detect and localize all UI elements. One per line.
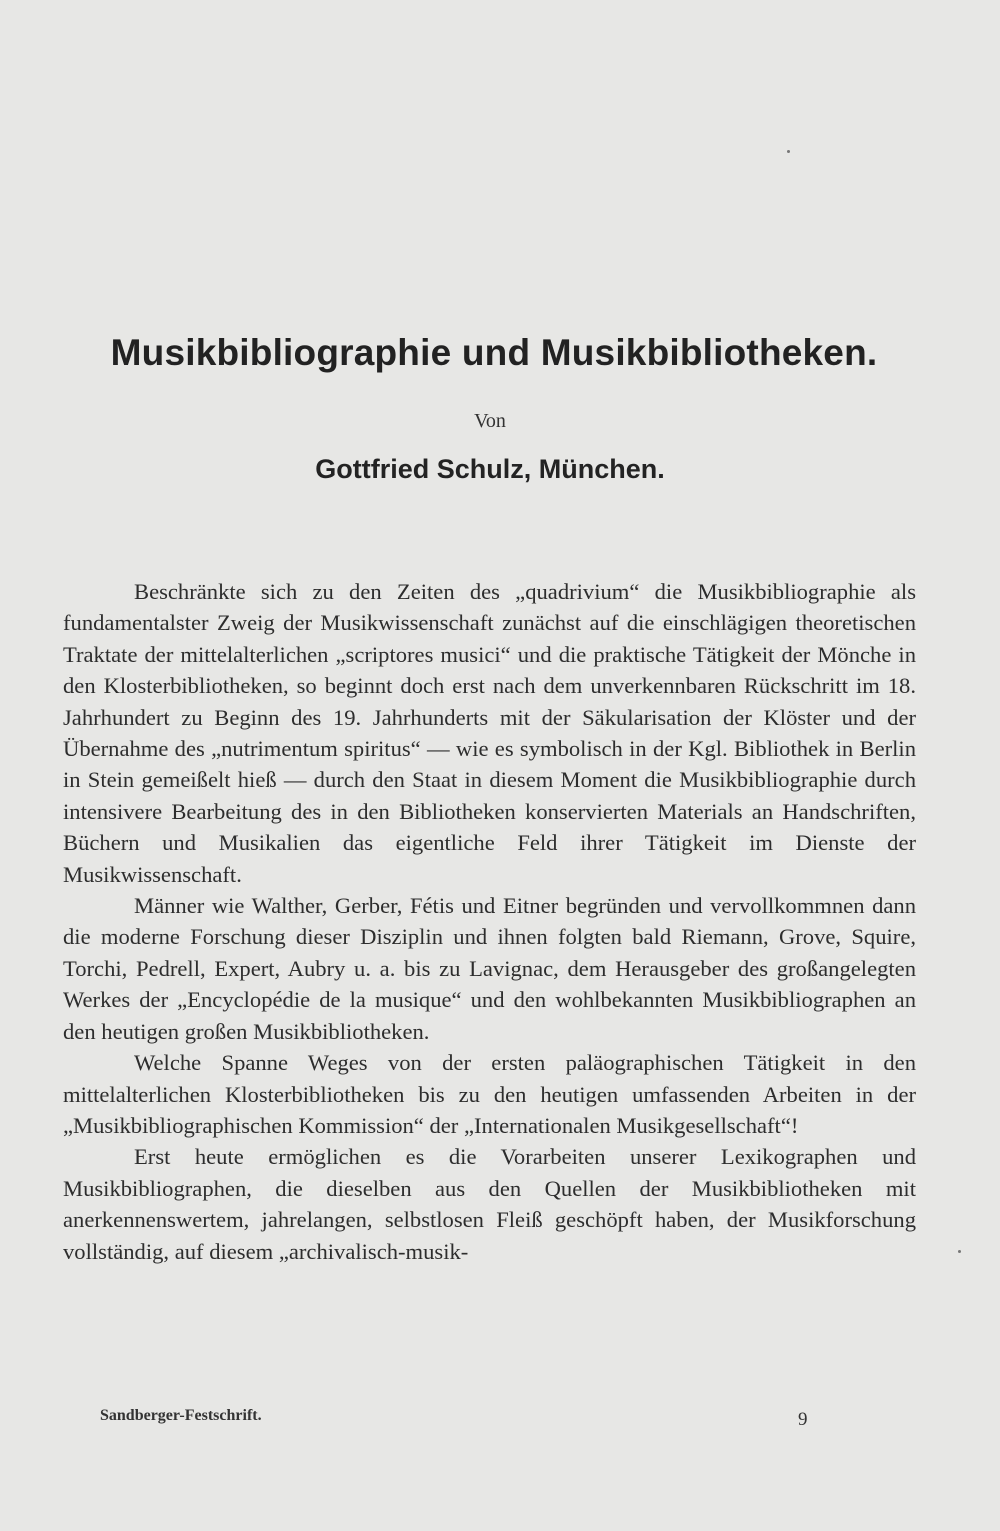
paper-speck [958, 1250, 961, 1253]
footer-source: Sandberger-Festschrift. [100, 1407, 262, 1424]
paragraph: Beschränkte sich zu den Zeiten des „quadrivium“ die Musikbibliographie als fundamentalster Zweig der Musikwissenschaft zunächst auf die einschlägigen theoretischen Traktate der mittelalterlichen „scriptores musici“ und die praktische Tätigkeit der Mönche in den Klosterbibliotheken, so beginnt doch erst nach dem unverkennbaren Rückschritt im 18. Jahrhundert zu Beginn des 19. Jahrhunderts mit der Säkularisation der Klöster und der Übernahme des „nutrimentum spiritus“ — wie es symbolisch in der Kgl. Bibliothek in Berlin in Stein gemeißelt hieß — durch den Staat in diesem Moment die Musikbibliographie durch intensivere Bearbeitung des in den Bibliotheken konservierten Materials an Handschriften, Büchern und Musikalien das eigentliche Feld ihrer Tätigkeit im Dienste der Musikwissenschaft. [63, 579, 916, 887]
author-name: Gottfried Schulz, München. [315, 454, 665, 484]
page-number: 9 [798, 1409, 808, 1430]
paper-speck [787, 150, 790, 153]
byline-prefix: Von [474, 410, 506, 432]
article-title: Musikbibliographie und Musikbibliotheken. [110, 332, 878, 373]
paragraph: Erst heute ermöglichen es die Vorarbeiten unserer Lexikographen und Musikbibliographen, die dieselben aus den Quellen der Musikbibliotheken mit anerkennenswertem, jahrelangen, selbstlosen Fleiß geschöpft haben, der Musikforschung vollständig, auf diesem „archivalisch-musik- [63, 1144, 916, 1264]
paragraph: Männer wie Walther, Gerber, Fétis und Eitner begründen und vervollkommnen dann die moderne Forschung dieser Disziplin und ihnen folgten bald Riemann, Grove, Squire, Torchi, Pedrell, Expert, Aubry u. a. bis zu Lavignac, dem Herausgeber des großangelegten Werkes der „Encyclopédie de la musique“ und den wohlbekannten Musikbibliographen an den heutigen großen Musikbibliotheken. [63, 893, 916, 1044]
article-body [63, 576, 916, 1267]
paragraph: Welche Spanne Weges von der ersten paläographischen Tätigkeit in den mittelalterlichen Klosterbibliotheken bis zu den heutigen umfassenden Arbeiten in der „Musikbibliographischen Kommission“ der „Internationalen Musikgesellschaft“! [63, 1050, 916, 1138]
